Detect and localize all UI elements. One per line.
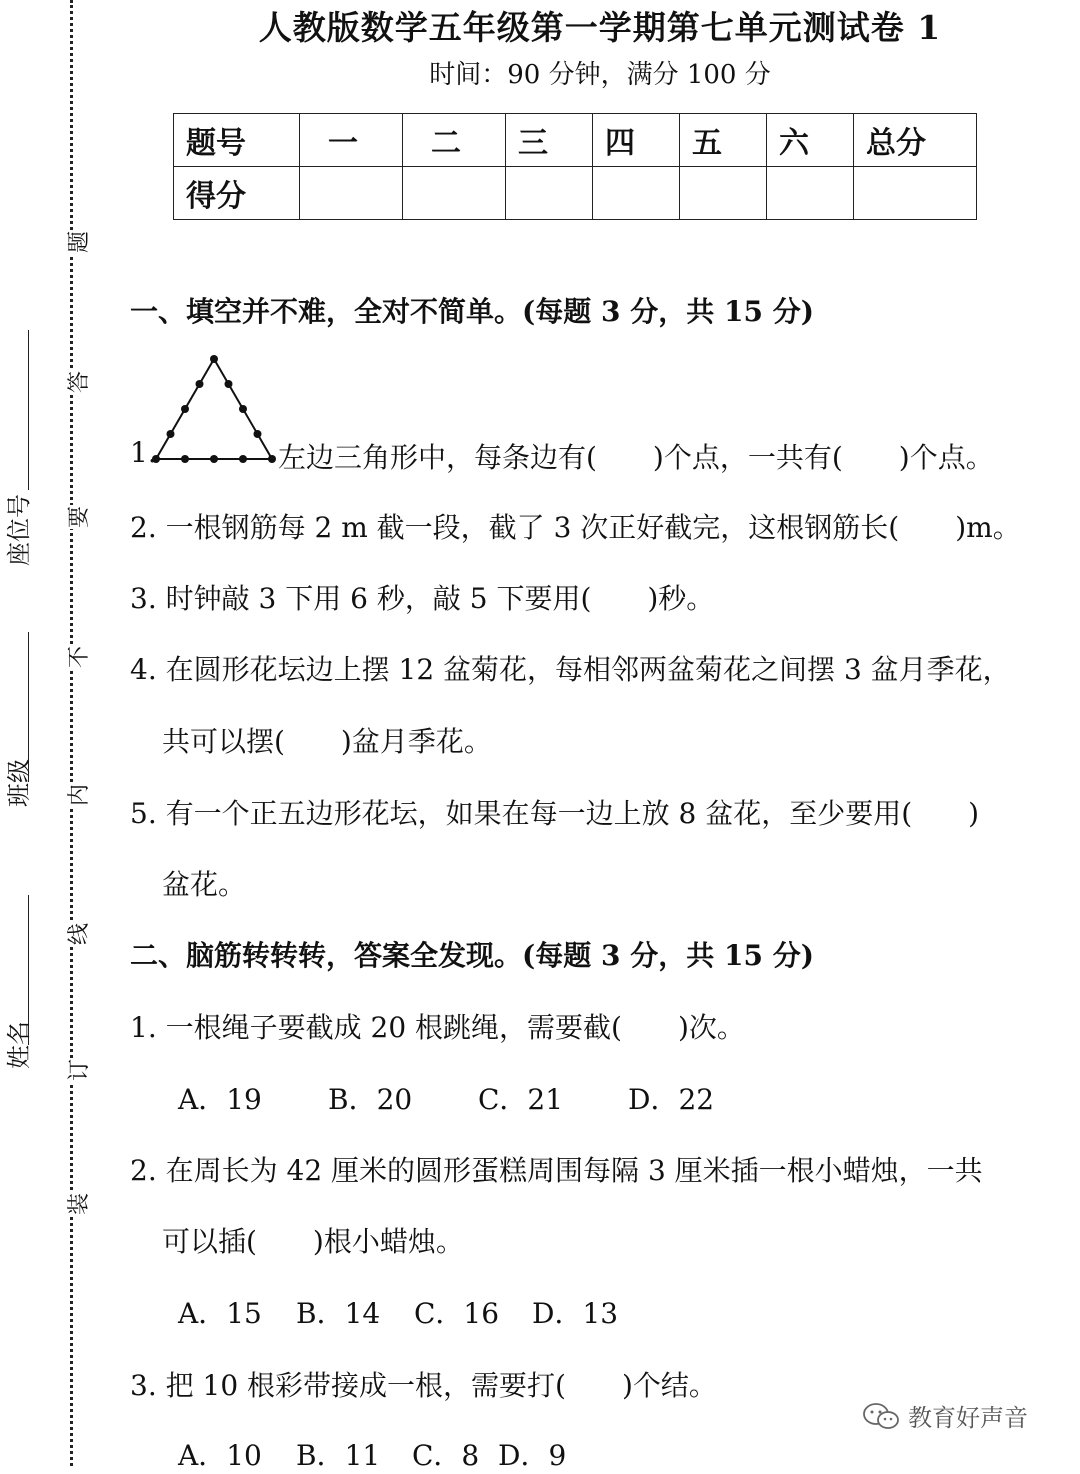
section-1-heading: 一、填空并不难，全对不简单。(每题 3 分，共 15 分) [130, 295, 814, 328]
question-2-2-line1: 2. 在周长为 42 厘米的圆形蛋糕周围每隔 3 厘米插一根小蜡烛，一共 [130, 1154, 983, 1187]
option-a: A．19 [178, 1083, 262, 1116]
margin-char: 要 [67, 506, 92, 529]
option-b: B．20 [328, 1083, 413, 1116]
table-cell: 四 [593, 114, 680, 167]
table-cell: 五 [680, 114, 767, 167]
page-title: 人教版数学五年级第一学期第七单元测试卷 1 [258, 8, 942, 47]
wechat-icon [862, 1402, 902, 1432]
question-1-5-line2: 盆花。 [162, 868, 247, 901]
dotted-triangle-figure [150, 355, 280, 467]
option-d: D．13 [532, 1297, 619, 1330]
class-label: 班级 [5, 759, 33, 807]
margin-char: 装 [67, 1193, 92, 1216]
table-cell: 得分 [174, 167, 300, 220]
question-1-4-line2: 共可以摆( )盆月季花。 [162, 725, 492, 758]
score-table-header-row [174, 114, 977, 167]
seat-number-label: 座位号 [5, 494, 33, 566]
watermark-text: 教育好声音 [908, 1404, 1028, 1432]
question-1-2: 2. 一根钢筋每 2 m 截一段，截了 3 次正好截完，这根钢筋长( )m。 [130, 511, 1021, 544]
score-cell[interactable] [506, 167, 593, 220]
margin-char: 内 [67, 784, 92, 807]
table-cell: 六 [767, 114, 854, 167]
option-d: D．9 [498, 1439, 567, 1472]
section-2-heading: 二、脑筋转转转，答案全发现。(每题 3 分，共 15 分) [130, 939, 814, 972]
option-d: D．22 [628, 1083, 715, 1116]
score-cell[interactable] [403, 167, 506, 220]
score-table-score-row [174, 167, 977, 220]
score-cell[interactable] [593, 167, 680, 220]
table-cell: 题号 [174, 114, 300, 167]
question-2-2-line2: 可以插( )根小蜡烛。 [162, 1225, 464, 1258]
score-cell[interactable] [854, 167, 977, 220]
name-label: 姓名 [5, 1021, 33, 1069]
margin-char: 题 [67, 231, 92, 254]
score-cell[interactable] [680, 167, 767, 220]
option-c: C．8 [412, 1439, 480, 1472]
seat-number-line [28, 330, 29, 490]
exam-time-info: 时间：90 分钟，满分 100 分 [429, 60, 771, 90]
option-c: C．16 [414, 1297, 500, 1330]
option-a: A．15 [178, 1297, 262, 1330]
margin-char: 订 [67, 1059, 92, 1082]
table-cell: 一 [300, 114, 403, 167]
option-b: B．11 [296, 1439, 381, 1472]
binding-dotted-line [70, 0, 73, 1466]
question-2-1: 1. 一根绳子要截成 20 根跳绳，需要截( )次。 [130, 1011, 745, 1044]
score-table [173, 113, 977, 220]
margin-char: 线 [67, 923, 92, 946]
margin-char: 答 [67, 371, 92, 394]
question-1-4-line1: 4. 在圆形花坛边上摆 12 盆菊花，每相邻两盆菊花之间摆 3 盆月季花， [130, 653, 1011, 686]
table-cell: 二 [403, 114, 506, 167]
question-1-1-number: 1. [130, 436, 157, 469]
table-cell: 总分 [854, 114, 977, 167]
question-1-5-line1: 5. 有一个正五边形花坛，如果在每一边上放 8 盆花，至少要用( ) [130, 797, 980, 830]
option-b: B．14 [296, 1297, 381, 1330]
question-2-3: 3. 把 10 根彩带接成一根，需要打( )个结。 [130, 1369, 717, 1402]
question-1-1: 左边三角形中，每条边有( )个点，一共有( )个点。 [278, 441, 994, 474]
option-a: A．10 [178, 1439, 262, 1472]
option-c: C．21 [478, 1083, 564, 1116]
margin-char: 不 [67, 646, 92, 669]
score-cell[interactable] [300, 167, 403, 220]
question-1-3: 3. 时钟敲 3 下用 6 秒，敲 5 下要用( )秒。 [130, 582, 715, 615]
score-cell[interactable] [767, 167, 854, 220]
table-cell: 三 [506, 114, 593, 167]
